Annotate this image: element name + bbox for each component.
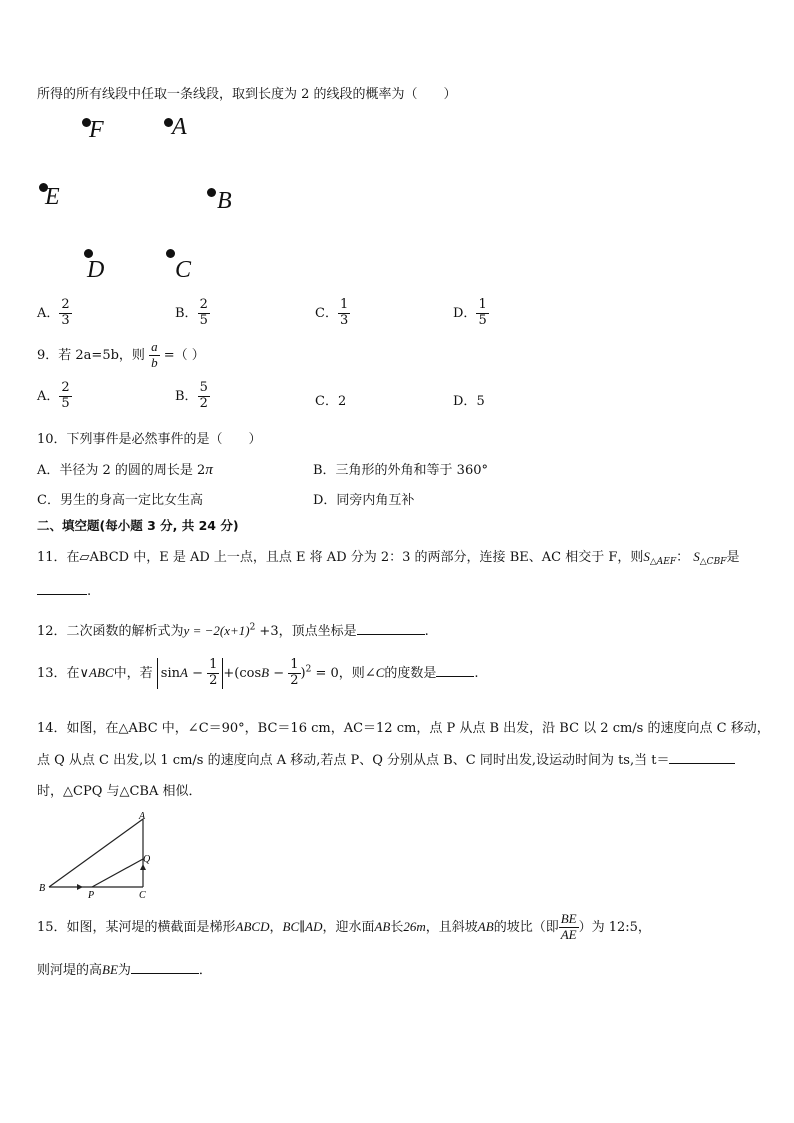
answer-blank[interactable] bbox=[669, 751, 735, 764]
fraction: $\frac{1}{5}$ bbox=[478, 297, 487, 328]
point-label-f: F bbox=[89, 117, 104, 143]
q8-option-b[interactable]: B． $\frac{2}{5}$ bbox=[175, 297, 208, 328]
fraction: $\frac{1}{2}$ bbox=[290, 657, 299, 688]
segment-pq bbox=[92, 859, 143, 887]
point-dot bbox=[166, 249, 175, 258]
q10-option-a[interactable]: A．半径为 2 的圆的周长是 2π bbox=[37, 462, 213, 478]
fraction: $\frac{1}{2}$ bbox=[209, 657, 218, 688]
q9-option-a[interactable]: A． $\frac{2}{5}$ bbox=[37, 380, 70, 411]
label-c: C bbox=[139, 890, 146, 900]
q9-option-c[interactable]: C．2 bbox=[315, 394, 347, 409]
q9-option-b[interactable]: B． $\frac{5}{2}$ bbox=[175, 380, 208, 411]
q14-line-1: 14．如图，在△ABC 中，∠C＝90°，BC＝16 cm，AC＝12 cm，点 P 从点 B 出发，沿 BC 以 2 cm/s 的速度向点 C 移动， bbox=[37, 721, 770, 736]
q11-answer-line[interactable]: . bbox=[37, 582, 91, 599]
point-label-c: C bbox=[175, 257, 192, 283]
q8-stem: 所得的所有线段中任取一条线段，取到长度为 2 的线段的概率为（ ） bbox=[37, 87, 457, 102]
q11-stem: 11．在▱ABCD 中，E 是 AD 上一点，且点 E 将 AD 分为 2：3 的两部分，连接 BE、AC 相交于 F，则$S_{\triangle AEF}$： $S_{\triangle CBF}$是 bbox=[37, 549, 740, 567]
fraction: $\frac{a}{b}$ bbox=[151, 339, 158, 370]
q8-option-c[interactable]: C． $\frac{1}{3}$ bbox=[315, 297, 349, 328]
q10-option-d[interactable]: D．同旁内角互补 bbox=[313, 493, 415, 508]
fraction: $\frac{1}{3}$ bbox=[339, 297, 349, 328]
fraction: $\frac{2}{5}$ bbox=[61, 380, 70, 411]
triangle-figure bbox=[36, 808, 166, 900]
q8-option-d[interactable]: D． $\frac{1}{5}$ bbox=[453, 297, 487, 328]
q10-option-b[interactable]: B．三角形的外角和等于 360° bbox=[313, 463, 488, 478]
q12-stem: 12．二次函数的解析式为$y = -2(x+1)^2 +3$，顶点坐标是 . bbox=[37, 622, 429, 639]
label-p: P bbox=[88, 890, 95, 900]
q14-line-3: 时，△CPQ 与△CBA 相似． bbox=[37, 784, 202, 799]
q8-option-a[interactable]: A． $\frac{2}{3}$ bbox=[37, 297, 70, 328]
fraction: $\frac{2}{5}$ bbox=[199, 297, 208, 328]
q14-line-2: 点 Q 从点 C 出发,以 1 cm/s 的速度向点 A 移动,若点 P、Q 分别从点 B、C 同时出发,设运动时间为 ts,当 t＝ bbox=[37, 749, 735, 768]
point-label-b: B bbox=[217, 188, 232, 214]
q9-option-d[interactable]: D．5 bbox=[453, 394, 485, 409]
segment-ba bbox=[49, 819, 143, 887]
q13-stem: 13．在∨ABC中，若 sinA − $\frac{1}{2}$ +(cosB − $\frac{1}{2}$ )$^2$ = 0，则∠C的度数是 . bbox=[37, 657, 479, 688]
point-label-a: A bbox=[172, 114, 187, 140]
fraction: $\frac{BE}{AE}$ bbox=[560, 911, 577, 942]
label-a: A bbox=[139, 811, 146, 822]
fraction: $\frac{2}{3}$ bbox=[61, 297, 70, 328]
fraction: $\frac{5}{2}$ bbox=[199, 380, 208, 411]
q15-line-1: 15．如图，某河堤的横截面是梯形ABCD，BC∥AD，迎水面AB长26m，且斜坡AB的坡比（即 $\frac{BE}{AE}$ ）为 12:5， bbox=[37, 911, 651, 942]
q10-stem: 10．下列事件是必然事件的是（ ） bbox=[37, 432, 262, 447]
label-b: B bbox=[39, 883, 46, 894]
arrow-icon bbox=[77, 884, 83, 890]
point-dot bbox=[207, 188, 216, 197]
label-q: Q bbox=[143, 854, 151, 865]
q9-stem: 9．若 2a=5b，则 $\frac{a}{b}$ =（ ） bbox=[37, 339, 205, 370]
absolute-value: sinA − $\frac{1}{2}$ bbox=[157, 658, 224, 689]
answer-blank[interactable] bbox=[357, 622, 425, 635]
point-label-e: E bbox=[45, 184, 60, 210]
answer-blank[interactable] bbox=[436, 664, 474, 677]
answer-blank[interactable] bbox=[131, 961, 199, 974]
q15-line-2: 则河堤的高BE为 ． bbox=[37, 962, 212, 978]
point-label-d: D bbox=[87, 257, 105, 283]
section-heading: 二、填空题(每小题 3 分, 共 24 分) bbox=[37, 518, 239, 533]
answer-blank[interactable] bbox=[37, 582, 87, 595]
q10-option-c[interactable]: C．男生的身高一定比女生高 bbox=[37, 493, 203, 508]
